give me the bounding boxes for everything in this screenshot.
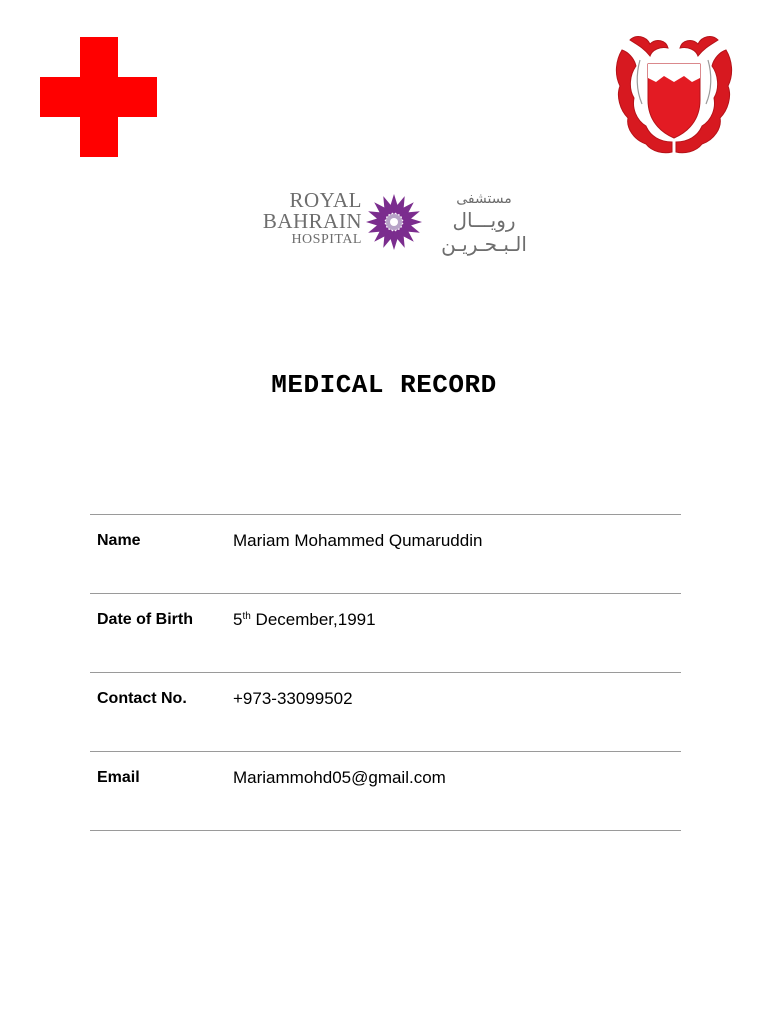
hospital-logo [244, 190, 544, 256]
name-value: Mariam Mohammed Qumaruddin [233, 531, 483, 550]
logo-flower-icon [364, 192, 424, 252]
table-row [90, 673, 681, 752]
dob-label: Date of Birth [97, 611, 193, 628]
contact-value: +973-33099502 [233, 689, 353, 708]
table-row [90, 515, 681, 594]
table-row [90, 752, 681, 831]
name-label: Name [97, 532, 141, 549]
email-value: Mariammohd05@gmail.com [233, 768, 446, 787]
table-row [90, 594, 681, 673]
contact-label: Contact No. [97, 690, 187, 707]
red-cross-icon [40, 37, 157, 157]
dob-value: 5th December,1991 [233, 610, 376, 629]
bahrain-emblem-icon [612, 30, 736, 158]
logo-english-text: ROYAL BAHRAIN HOSPITAL [262, 188, 362, 247]
document-title: MEDICAL RECORD [271, 370, 497, 400]
logo-arabic-text: مستشفى رويـــال الـبـحـريـن [441, 191, 527, 256]
record-table [90, 514, 681, 831]
email-label: Email [97, 769, 140, 786]
